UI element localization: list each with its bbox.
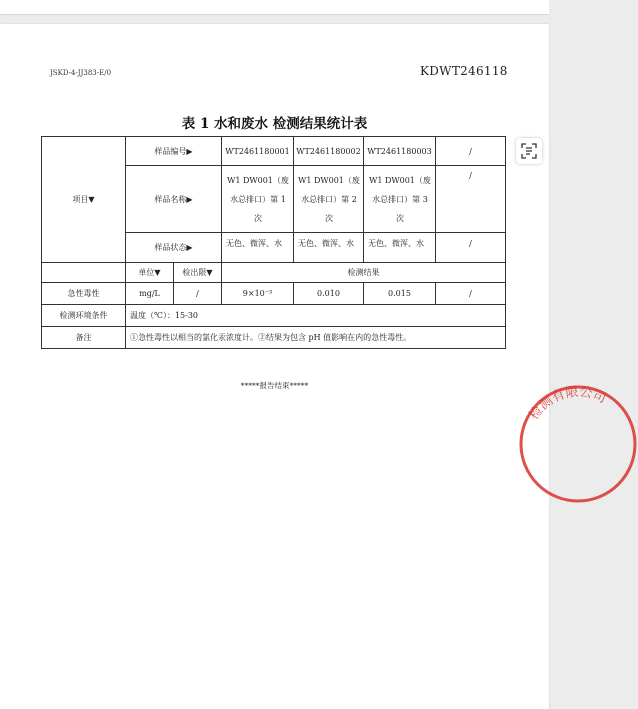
sample-id-2: WT2461180002: [294, 137, 364, 166]
toxicity-item: 急性毒性: [42, 283, 126, 305]
blank-cell: [42, 263, 126, 283]
env-label: 检测环境条件: [42, 305, 126, 327]
extra-cell: /: [436, 233, 506, 263]
results-header: 检测结果: [222, 263, 506, 283]
report-end-mark: *****报告结束*****: [240, 381, 309, 390]
sample-state-label: 样品状态▶: [126, 233, 222, 263]
sample-id-1: WT2461180001: [222, 137, 294, 166]
item-header: 项目▼: [42, 137, 126, 263]
scan-text-icon: [521, 143, 537, 159]
sample-state-3: 无色、微浑、水: [364, 233, 436, 263]
table-row: [42, 137, 506, 166]
notes-value: ①急性毒性以相当的氯化汞浓度计。②结果为包含 pH 值影响在内的急性毒性。: [126, 327, 506, 349]
svg-text:检测有限公司: 检测有限公司: [526, 384, 609, 424]
toxicity-value-3: 0.015: [364, 283, 436, 305]
toxicity-unit: mg/L: [126, 283, 174, 305]
report-number: KDWT246118: [420, 64, 508, 78]
unit-header: 单位▼: [126, 263, 174, 283]
sample-state-2: 无色、微浑、水: [294, 233, 364, 263]
extra-cell: /: [436, 137, 506, 166]
sample-name-1: W1 DW001（废水总排口）第 1 次: [222, 166, 294, 233]
sample-name-label: 样品名称▶: [126, 166, 222, 233]
sample-id-3: WT2461180003: [364, 137, 436, 166]
scan-text-button[interactable]: [516, 138, 542, 164]
toxicity-limit: /: [174, 283, 222, 305]
extra-cell: /: [436, 166, 506, 233]
limit-header: 检出限▼: [174, 263, 222, 283]
table-title: 表 1 水和废水 检测结果统计表: [181, 116, 368, 132]
table-row: [42, 327, 506, 349]
sample-name-2: W1 DW001（废水总排口）第 2 次: [294, 166, 364, 233]
toxicity-extra: /: [436, 283, 506, 305]
company-seal: [518, 384, 609, 504]
document-page: [0, 24, 609, 709]
results-table: [41, 136, 506, 349]
env-value: 温度（℃）：15-30: [126, 305, 506, 327]
document-code: JSKD-4-JJ383-E/0: [50, 69, 112, 77]
sample-no-label: 样品编号▶: [126, 137, 222, 166]
table-row: [42, 305, 506, 327]
toxicity-value-1: 9×10⁻³: [222, 283, 294, 305]
notes-label: 备注: [42, 327, 126, 349]
table-row: [42, 263, 506, 283]
toxicity-value-2: 0.010: [294, 283, 364, 305]
table-row: [42, 283, 506, 305]
seal-stamp-icon: [518, 384, 638, 504]
sample-state-1: 无色、微浑、水: [222, 233, 294, 263]
sample-name-3: W1 DW001（废水总排口）第 3 次: [364, 166, 436, 233]
previous-page-edge: [0, 0, 549, 15]
